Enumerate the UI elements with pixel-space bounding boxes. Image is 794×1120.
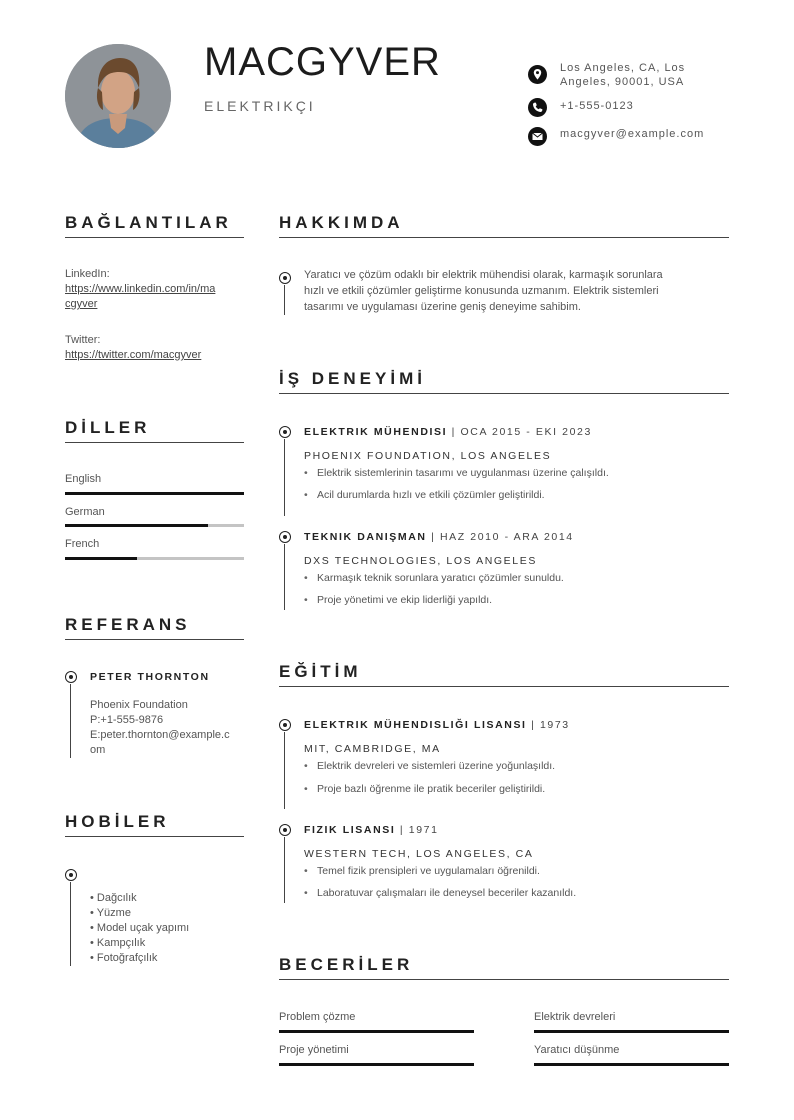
skill-bar	[279, 1063, 474, 1066]
email-icon	[528, 127, 547, 146]
degree-title-text: ELEKTRIK MÜHENDISLIĞI LISANSI	[304, 719, 527, 731]
education-entry-title	[304, 824, 439, 836]
section-title-experience: İŞ DENEYİMİ	[279, 369, 426, 388]
section-title-education: EĞİTİM	[279, 662, 362, 681]
title-separator: |	[451, 426, 456, 438]
timeline-dot	[65, 869, 77, 881]
education-bullet: • Proje bazlı öğrenme ile pratik beceriler geliştirildi.	[317, 783, 545, 795]
language-bar	[65, 492, 244, 495]
timeline-dot	[65, 671, 77, 683]
skill-label: Yaratıcı düşünme	[534, 1044, 620, 1056]
language-label: English	[65, 473, 102, 485]
reference-details	[90, 698, 230, 758]
linkedin-link[interactable]	[65, 282, 215, 312]
about-line: hızlı ve etkili çözümler geliştirme konusunda uzmanım. Elektrik sistemleri	[304, 285, 659, 297]
skill-bar	[534, 1063, 729, 1066]
section-divider	[65, 836, 244, 837]
timeline-line	[284, 732, 285, 809]
hobby-item: • Fotoğrafçılık	[90, 952, 158, 964]
timeline-dot	[279, 531, 291, 543]
timeline-line	[70, 882, 71, 966]
hobby-item: • Kampçılık	[90, 937, 146, 949]
reference-phone: P:+1-555-9876	[90, 714, 164, 726]
job-title: ELEKTRIKÇI	[204, 98, 316, 114]
section-divider	[65, 442, 244, 443]
job-bullet: • Elektrik sistemlerinin tasarımı ve uygulanması üzerine çalışıldı.	[317, 467, 609, 479]
section-divider	[65, 237, 244, 238]
skill-label: Problem çözme	[279, 1011, 356, 1023]
timeline-line	[284, 544, 285, 610]
section-title-languages: DİLLER	[65, 418, 151, 437]
education-date: 1971	[408, 824, 439, 836]
section-divider	[279, 686, 729, 687]
phone-icon	[528, 98, 547, 117]
section-divider	[279, 237, 729, 238]
hobby-item: • Model uçak yapımı	[90, 922, 190, 934]
timeline-line	[284, 837, 285, 903]
timeline-dot	[279, 272, 291, 284]
reference-company: Phoenix Foundation	[90, 699, 188, 711]
email-text: macgyver@example.com	[560, 128, 705, 140]
language-bar-fill	[65, 524, 208, 527]
timeline-dot	[279, 824, 291, 836]
education-bullet: • Laboratuvar çalışmaları ile deneysel beceriler kazanıldı.	[317, 887, 576, 899]
language-bar	[65, 524, 244, 527]
language-bar-fill	[65, 557, 137, 560]
profile-photo	[65, 44, 171, 148]
skill-label: Elektrik devreleri	[534, 1011, 616, 1023]
section-divider	[65, 639, 244, 640]
title-separator: |	[399, 824, 405, 836]
reference-email-line: E:peter.thornton@example.c	[90, 729, 230, 741]
twitter-link[interactable]: https://twitter.com/macgyver	[65, 349, 202, 361]
address-line: Los Angeles, CA, Los	[560, 62, 686, 74]
twitter-label: Twitter:	[65, 334, 101, 346]
job-organization: DXS TECHNOLOGIES, LOS ANGELES	[304, 555, 537, 567]
job-bullet: • Proje yönetimi ve ekip liderliği yapıldı.	[317, 594, 492, 606]
about-line: tasarımı ve uygulaması üzerine geniş deneyime sahibim.	[304, 301, 581, 313]
job-date: HAZ 2010 - ARA 2014	[439, 531, 574, 543]
job-date: OCA 2015 - EKI 2023	[460, 426, 592, 438]
phone-text: +1-555-0123	[560, 100, 634, 112]
candidate-name: MACGYVER	[204, 40, 441, 84]
education-date: 1973	[539, 719, 570, 731]
linkedin-link-line: cgyver	[65, 298, 98, 310]
linkedin-block	[65, 267, 215, 312]
language-label: French	[65, 538, 100, 550]
section-title-links: BAĞLANTILAR	[65, 213, 232, 232]
skill-label: Proje yönetimi	[279, 1044, 349, 1056]
reference-email-line: om	[90, 744, 106, 756]
job-organization: PHOENIX FOUNDATION, LOS ANGELES	[304, 450, 552, 462]
degree-title-text: FIZIK LISANSI	[304, 824, 396, 836]
section-title-skills: BECERİLER	[279, 955, 414, 974]
job-entry-title	[304, 531, 574, 543]
timeline-dot	[279, 426, 291, 438]
section-title-hobbies: HOBİLER	[65, 812, 170, 831]
job-title-text: TEKNIK DANIŞMAN	[304, 531, 427, 543]
education-bullet: • Temel fizik prensipleri ve uygulamaları öğrenildi.	[317, 865, 540, 877]
twitter-block	[65, 333, 201, 363]
language-bar-fill	[65, 492, 244, 495]
about-text	[304, 267, 663, 315]
location-icon	[528, 65, 547, 84]
job-entry-title	[304, 426, 592, 438]
linkedin-label: LinkedIn:	[65, 268, 110, 280]
language-bar	[65, 557, 244, 560]
reference-name	[90, 671, 210, 683]
about-line: Yaratıcı ve çözüm odaklı bir elektrik mühendisi olarak, karmaşık sorunlara	[304, 269, 663, 281]
address-line: Angeles, 90001, USA	[560, 76, 685, 88]
skill-bar	[279, 1030, 474, 1033]
hobby-item: • Yüzme	[90, 907, 131, 919]
timeline-line	[284, 439, 285, 516]
section-title-references: REFERANS	[65, 615, 191, 634]
language-label: German	[65, 506, 105, 518]
skill-bar	[534, 1030, 729, 1033]
job-title-text: ELEKTRIK MÜHENDISI	[304, 426, 448, 438]
reference-name-text: PETER THORNTON	[90, 671, 210, 683]
title-separator: |	[531, 719, 536, 731]
education-bullet: • Elektrik devreleri ve sistemleri üzerine yoğunlaşıldı.	[317, 760, 555, 772]
job-bullet: • Karmaşık teknik sorunlara yaratıcı çözümler sunuldu.	[317, 572, 564, 584]
section-title-about: HAKKIMDA	[279, 213, 404, 232]
education-institution: MIT, CAMBRIDGE, MA	[304, 743, 441, 755]
timeline-line	[284, 285, 285, 315]
section-divider	[279, 393, 729, 394]
timeline-dot	[279, 719, 291, 731]
section-divider	[279, 979, 729, 980]
timeline-line	[70, 684, 71, 758]
linkedin-link-line: https://www.linkedin.com/in/ma	[65, 283, 216, 295]
education-entry-title	[304, 719, 570, 731]
education-institution: WESTERN TECH, LOS ANGELES, CA	[304, 848, 534, 860]
address-text	[560, 61, 685, 89]
title-separator: |	[431, 531, 436, 543]
hobby-item: • Dağcılık	[90, 892, 137, 904]
job-bullet: • Acil durumlarda hızlı ve etkili çözümler geliştirildi.	[317, 489, 545, 501]
